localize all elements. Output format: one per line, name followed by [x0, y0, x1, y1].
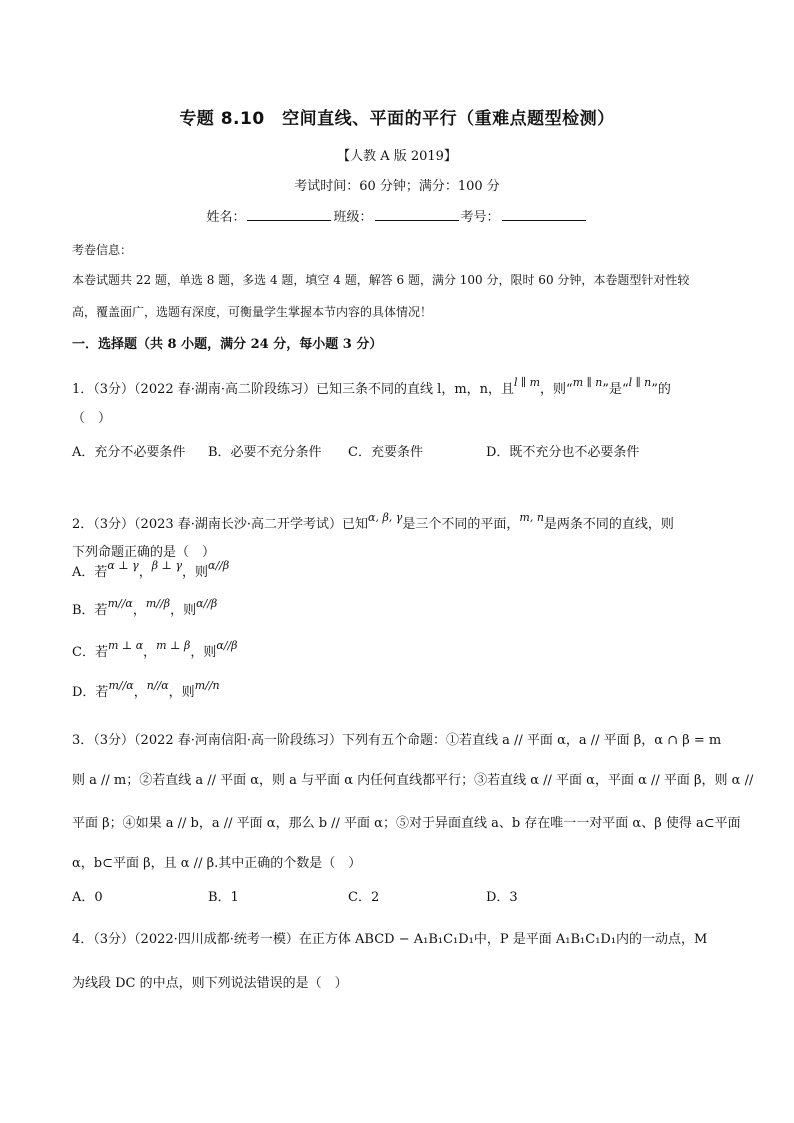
edition-label: 【人教 A 版 2019】 — [337, 149, 457, 164]
q1-cond2: m ∥ n — [572, 376, 603, 389]
q2-d-mid: ， — [133, 685, 147, 700]
q2-a-c2: β ⊥ γ — [151, 559, 183, 572]
q2-d-c2: n//α — [146, 679, 169, 692]
q2-b-c1: m//α — [107, 597, 133, 610]
q1-stem-b: ，则“ — [540, 382, 573, 397]
q4-line-1: 4．（3分）（2022·四川成都·统考一模）在正方体 ABCD − A₁B₁C₁D₁中，P 是平面 A₁B₁C₁D₁内的一动点，M — [72, 932, 708, 947]
q2-c-c1: m ⊥ α — [107, 639, 144, 652]
q3-line-2: 则 a // m；②若直线 a // 平面 α，则 a 与平面 α 内任何直线都平行；③若直线 α // 平面 α，平面 α // 平面 β，则 α // — [72, 773, 754, 788]
q1-stem-c: ”是“ — [602, 382, 629, 397]
q2-stem-b: 是三个不同的平面， — [402, 517, 520, 532]
q1-option-b[interactable]: B．必要不充分条件 — [208, 445, 322, 460]
student-info-row — [0, 206, 794, 225]
q2-stem — [72, 511, 724, 535]
exam-time: 考试时间：60 分钟；满分：100 分 — [294, 179, 500, 194]
q2-a-c1: α ⊥ γ — [107, 559, 139, 572]
q1-stem-d: ”的 — [651, 382, 671, 397]
q2-d-c1: m//α — [108, 679, 134, 692]
q3-option-b[interactable]: B．1 — [208, 890, 239, 905]
q2-stem-c: 是两条不同的直线，则 — [543, 517, 674, 532]
q3-option-c[interactable]: C．2 — [348, 890, 380, 905]
q1-option-d[interactable]: D．既不充分也不必要条件 — [486, 445, 640, 460]
id-label: 考号： — [460, 210, 500, 225]
q3-option-d[interactable]: D．3 — [486, 890, 518, 905]
id-field[interactable] — [502, 208, 586, 221]
q2-greek: α, β, γ — [368, 511, 403, 524]
q2-b-res: α//β — [196, 597, 218, 610]
q2-a-mid: ， — [138, 565, 152, 580]
q2-d-then: ，则 — [168, 685, 195, 700]
info-line-2: 高，覆盖面广，选题有深度，可衡量学生掌握本节内容的具体情况！ — [72, 305, 433, 319]
class-field[interactable] — [375, 208, 459, 221]
q2-a-res: α//β — [208, 559, 230, 572]
q2-d-pre: D．若 — [72, 685, 109, 700]
q2-stem-a: 2．（3分）（2023 春·湖南长沙·高二开学考试）已知 — [72, 517, 369, 532]
q1-cond3: l ∥ n — [628, 376, 652, 389]
q2-option-a[interactable] — [72, 559, 724, 583]
q2-c-res: α//β — [216, 639, 238, 652]
q2-c-then: ，则 — [190, 645, 217, 660]
q1-cond1: l ∥ m — [514, 376, 541, 389]
q2-a-then: ，则 — [182, 565, 209, 580]
q3-line-4: α，b⊂平面 β，且 α // β.其中正确的个数是（ ） — [72, 856, 362, 871]
q3-option-a[interactable]: A．0 — [72, 890, 103, 905]
page-title: 专题 8.10 空间直线、平面的平行（重难点题型检测） — [179, 109, 615, 129]
q4-line-2: 为线段 DC 的中点，则下列说法错误的是（ ） — [72, 976, 348, 991]
q2-b-mid: ， — [132, 603, 146, 618]
q2-option-b[interactable] — [72, 597, 724, 621]
q2-mn: m, n — [519, 511, 544, 524]
q1-stem-a: 1．（3分）（2022 春·湖南·高二阶段练习）已知三条不同的直线 l，m，n，且 — [72, 382, 515, 397]
class-label: 班级： — [333, 210, 373, 225]
q2-c-c2: m ⊥ β — [156, 639, 191, 652]
q1-paren: （ ） — [72, 411, 112, 426]
q1-option-a[interactable]: A．充分不必要条件 — [72, 445, 186, 460]
q2-c-mid: ， — [143, 645, 157, 660]
q3-line-1: 3．（3分）（2022 春·河南信阳·高一阶段练习）下列有五个命题：①若直线 a // 平面 α，a // 平面 β，α ∩ β = m — [72, 733, 722, 748]
q3-line-3: 平面 β；④如果 a // b，a // 平面 α，那么 b // 平面 α；⑤对于异面直线 a、b 存在唯一一对平面 α、β 使得 a⊂平面 — [72, 816, 741, 831]
info-line-1: 本卷试题共 22 题，单选 8 题，多选 4 题，填空 4 题，解答 6 题，满分 100 分，限时 60 分钟，本卷题型针对性较 — [72, 273, 690, 287]
section-heading: 一．选择题（共 8 小题，满分 24 分，每小题 3 分） — [72, 337, 383, 352]
q2-b-c2: m//β — [145, 597, 171, 610]
q2-stem-2: 下列命题正确的是（ ） — [72, 545, 216, 560]
q2-option-d[interactable] — [72, 679, 724, 703]
q2-b-then: ，则 — [170, 603, 197, 618]
q1-stem — [72, 376, 724, 400]
q2-a-pre: A．若 — [72, 565, 108, 580]
q1-option-c[interactable]: C．充要条件 — [348, 445, 423, 460]
name-field[interactable] — [247, 208, 331, 221]
q2-b-pre: B．若 — [72, 603, 108, 618]
name-label: 姓名： — [206, 210, 246, 225]
info-heading: 考卷信息： — [72, 243, 133, 257]
q2-c-pre: C．若 — [72, 645, 108, 660]
q2-option-c[interactable] — [72, 639, 724, 663]
q2-d-res: m//n — [194, 679, 220, 692]
